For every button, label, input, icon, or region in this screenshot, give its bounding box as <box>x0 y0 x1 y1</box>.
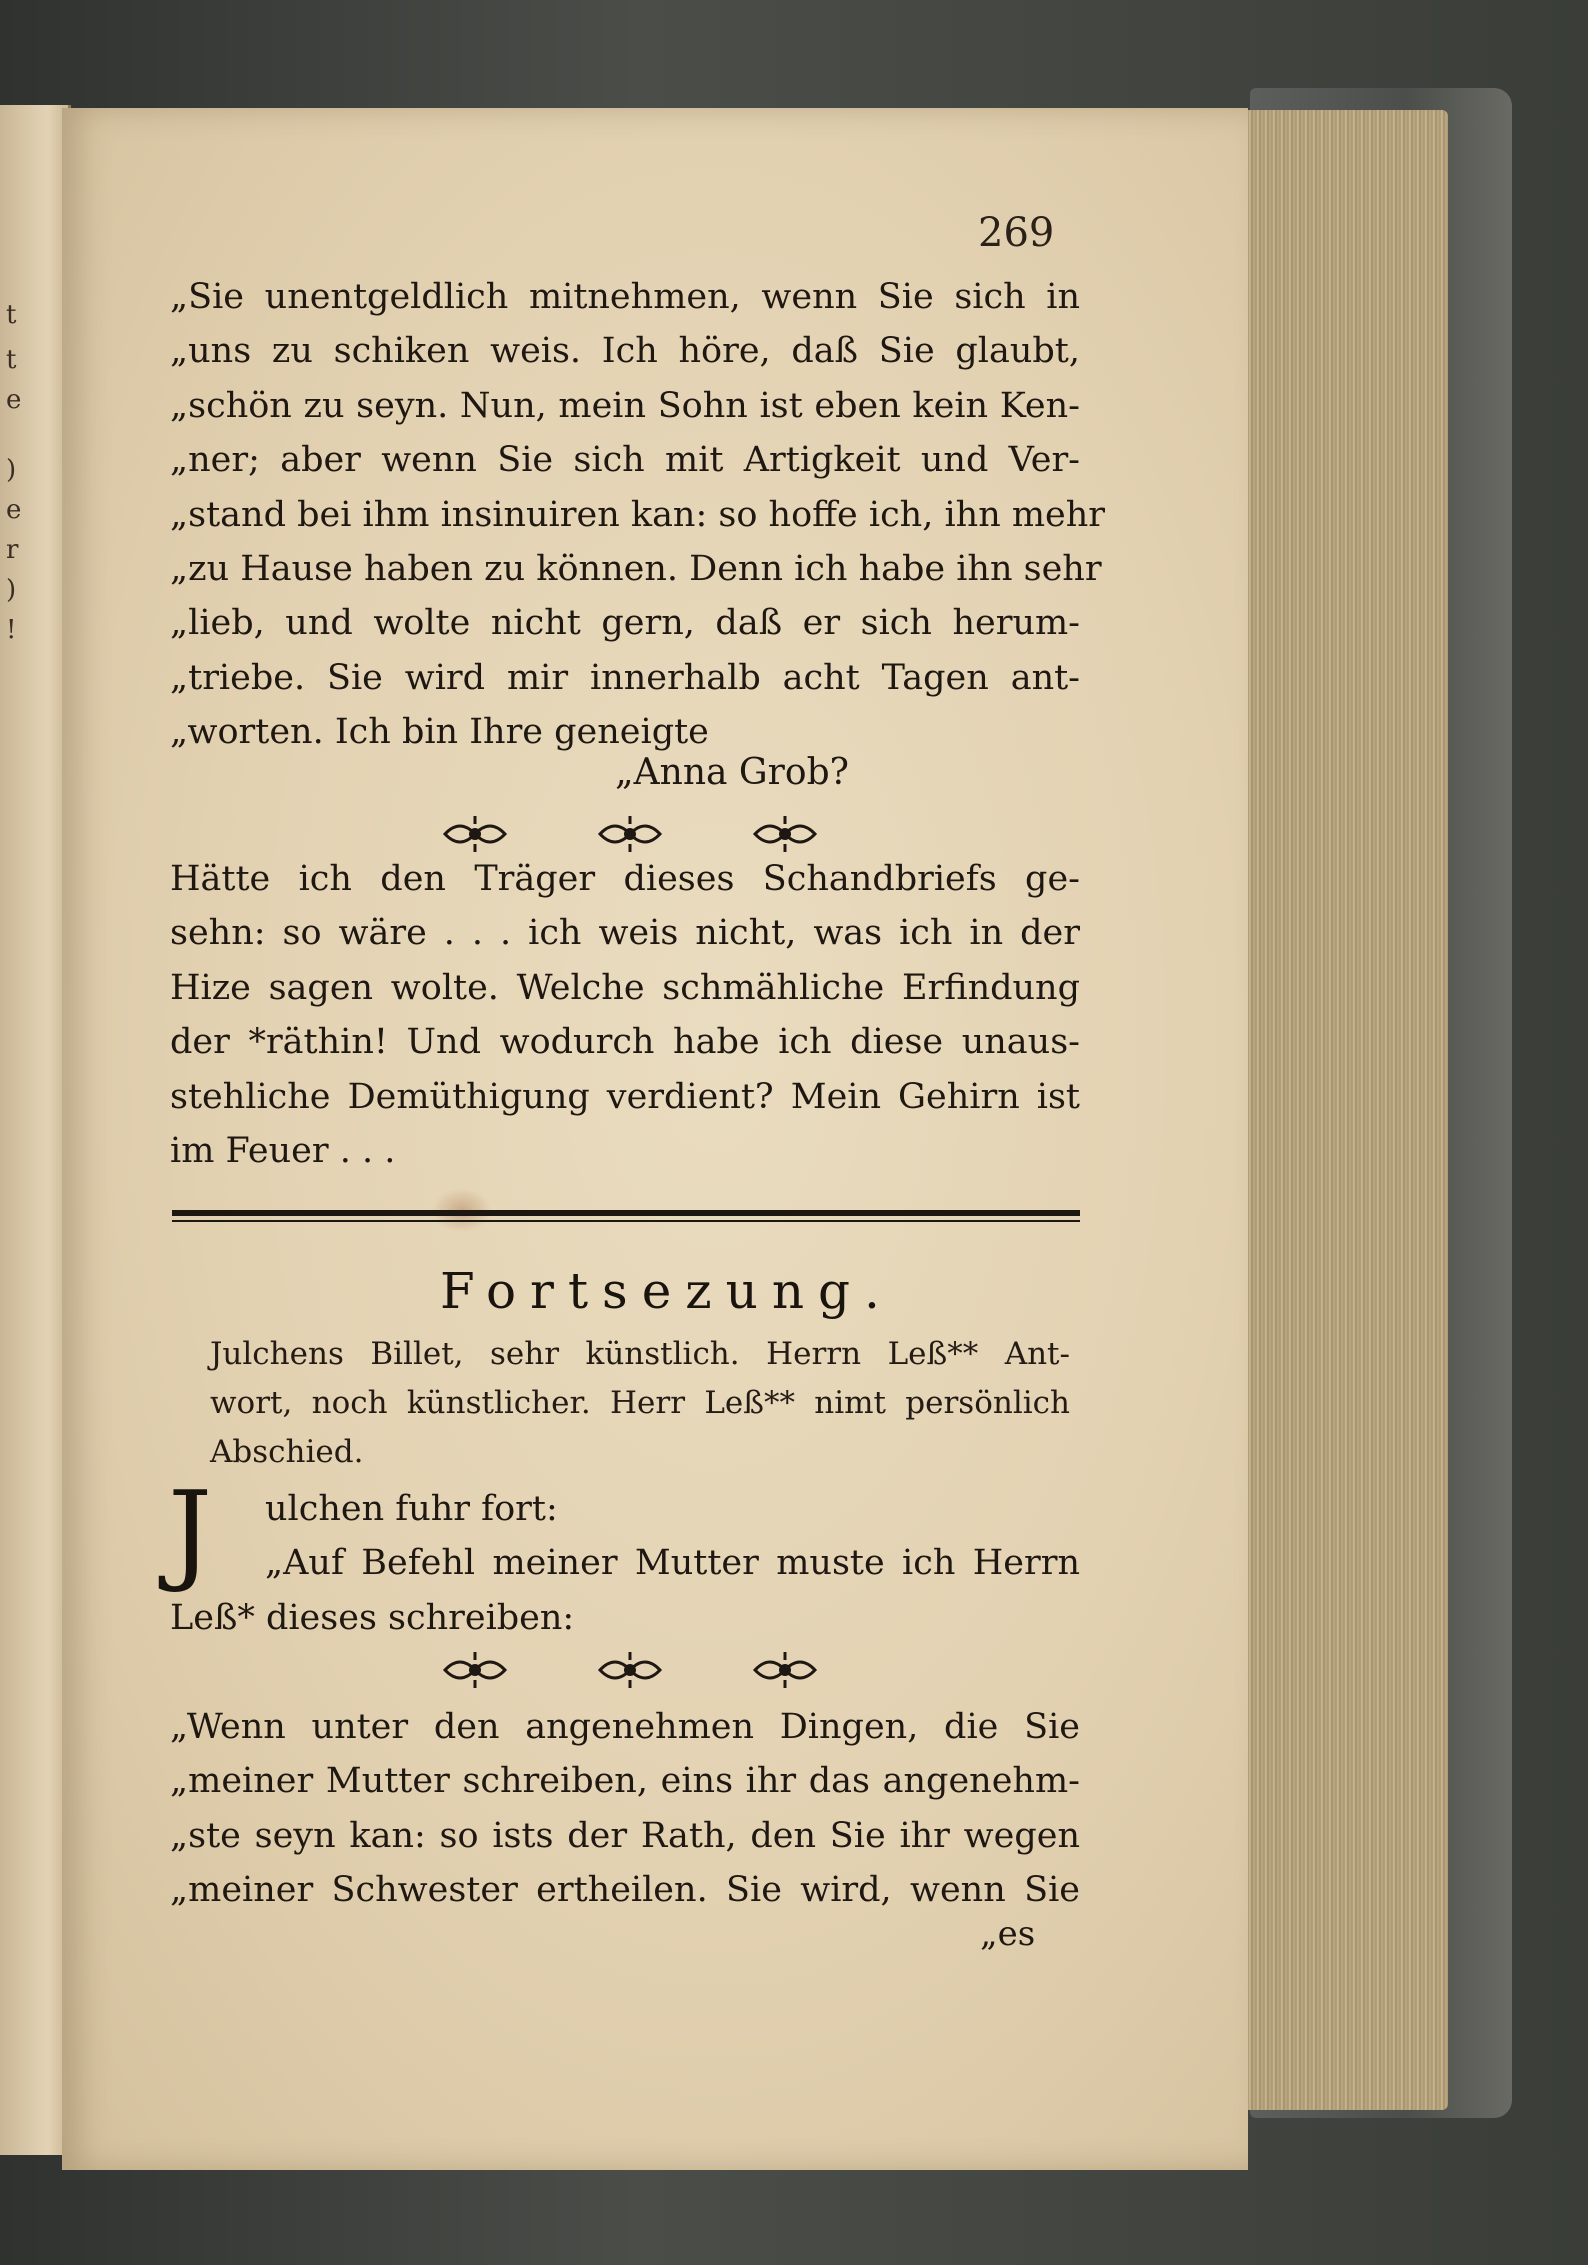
text-line: „meiner Schwester ertheilen. Sie wird, wenn Sie <box>170 1870 1080 1911</box>
divider-thin-line <box>172 1220 1080 1222</box>
text-line: „Auf Befehl meiner Mutter muste ich Herrn <box>265 1543 1080 1584</box>
fleuron-icon <box>595 812 665 856</box>
section-divider <box>172 1210 1080 1228</box>
fleuron-icon <box>440 812 510 856</box>
text-line: „worten. Ich bin Ihre geneigte <box>170 712 709 753</box>
text-line: „schön zu seyn. Nun, mein Sohn ist eben kein Ken- <box>170 385 1080 426</box>
text-line: „ner; aber wenn Sie sich mit Artigkeit und Ver- <box>170 440 1080 481</box>
text-line: Hize sagen wolte. Welche schmähliche Erfindung <box>170 967 1080 1008</box>
text-line: sehn: so wäre . . . ich weis nicht, was ich in der <box>170 913 1080 954</box>
text-line: „Sie unentgeldlich mitnehmen, wenn Sie sich in <box>170 277 1080 317</box>
ornament-row <box>440 1640 820 1700</box>
text-line: der *räthin! Und wodurch habe ich diese unaus- <box>170 1022 1080 1063</box>
letter-signature: „Anna Grob? <box>615 752 849 793</box>
text-line: im Feuer . . . <box>170 1131 396 1172</box>
chapter-summary <box>210 1330 1070 1477</box>
fleuron-icon <box>440 1648 510 1692</box>
narration-text <box>170 852 1080 1178</box>
text-line: „lieb, und wolte nicht gern, daß er sich herum- <box>170 603 1080 644</box>
text-line: „zu Hause haben zu können. Denn ich habe ihn sehr <box>170 549 1102 590</box>
fleuron-icon <box>595 1648 665 1692</box>
text-line: „triebe. Sie wird mir innerhalb acht Tagen ant- <box>170 657 1080 698</box>
page-number: 269 <box>978 210 1055 256</box>
text-line: Leß* dieses schreiben: <box>170 1597 575 1638</box>
summary-line: Julchens Billet, sehr künstlich. Herrn Leß** Ant- <box>210 1336 1070 1372</box>
page-edges <box>1238 110 1448 2110</box>
fleuron-icon <box>750 1648 820 1692</box>
continuation-text <box>170 1482 1080 1645</box>
drop-cap: J <box>168 1467 213 1595</box>
section-heading: Fortsezung. <box>440 1262 894 1320</box>
text-line: ulchen fuhr fort: <box>265 1489 558 1529</box>
summary-line: wort, noch künstlicher. Herr Leß** nimt persönlich <box>210 1385 1070 1421</box>
catchword: „es <box>980 1914 1036 1954</box>
facing-page-edge: t t e ) e r ) ! <box>0 105 71 2155</box>
text-line: Hätte ich den Träger dieses Schandbriefs ge- <box>170 859 1080 899</box>
text-line: „uns zu schiken weis. Ich höre, daß Sie glaubt, <box>170 331 1080 372</box>
text-line: „meiner Mutter schreiben, eins ihr das angenehm- <box>170 1761 1080 1802</box>
text-line: „stand bei ihm insinuiren kan: so hoffe ich, ihn mehr <box>170 494 1106 535</box>
quoted-letter-text <box>170 1700 1080 1918</box>
text-line: stehliche Demüthigung verdient? Mein Gehirn ist <box>170 1076 1080 1117</box>
letter-text <box>170 270 1106 760</box>
text-line: „Wenn unter den angenehmen Dingen, die Sie <box>170 1707 1080 1747</box>
divider-thick-line <box>172 1210 1080 1216</box>
fleuron-icon <box>750 812 820 856</box>
text-line: „ste seyn kan: so ists der Rath, den Sie ihr wegen <box>170 1815 1080 1856</box>
summary-line: Abschied. <box>210 1434 364 1470</box>
